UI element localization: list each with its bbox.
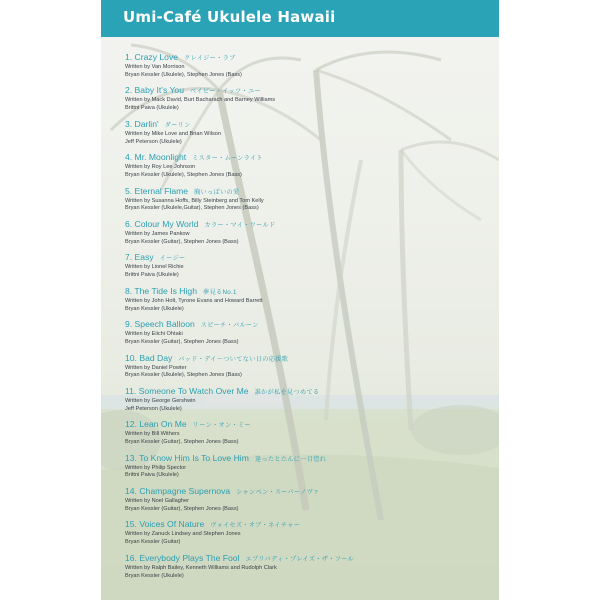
track-writer-credit: Written by Bill Withers: [125, 431, 180, 438]
track-writer-credit: Written by Roy Lee Johnson: [125, 164, 196, 171]
track-performer-credit: Bryan Kessler (Ukulele,Guitar), Stephen Jones (Bass): [125, 205, 259, 212]
track-title: [125, 419, 495, 431]
track-title: [125, 219, 495, 231]
track-item: [125, 519, 495, 552]
track-writer-credit: Written by John Holt, Tyrone Evans and Howard Barrett: [125, 297, 263, 304]
track-japanese-title: 夢見るNo.1: [202, 288, 237, 296]
track-japanese-title: ダーリン: [164, 121, 191, 129]
track-performer-credit: Bryan Kessler (Guitar), Stephen Jones (Bass): [125, 505, 239, 512]
track-title: [125, 519, 495, 531]
track-title: [125, 486, 495, 498]
track-list: [125, 52, 495, 586]
track-item: [125, 152, 495, 185]
track-writer-credit: Written by Susanna Hoffs, Billy Steinberg and Tom Kelly: [125, 197, 264, 204]
track-item: [125, 353, 495, 386]
track-performer-credit: Bryan Kessler (Guitar), Stephen Jones (Bass): [125, 439, 239, 446]
track-writer-credit: Written by Mike Love and Brian Wilson: [125, 130, 221, 137]
track-title-text: 2. Baby It's You: [125, 85, 184, 96]
track-performer-credit: Jeff Peterson (Ukulele): [125, 405, 182, 412]
track-japanese-title: リーン・オン・ミー: [192, 422, 251, 430]
track-japanese-title: エブリバディ・プレイズ・ザ・フール: [245, 555, 354, 563]
track-title: [125, 319, 495, 331]
track-title-text: 10. Bad Day: [125, 352, 173, 363]
track-performer-credit: Bryan Kessler (Ukulele), Stephen Jones (Bass): [125, 372, 242, 379]
track-title: [125, 453, 495, 465]
track-performer-credit: Bryan Kessler (Ukulele), Stephen Jones (Bass): [125, 171, 242, 178]
title-banner: [101, 0, 499, 37]
track-title: [125, 386, 495, 398]
track-title-text: 8. The Tide Is High: [125, 285, 197, 296]
track-writer-credit: Written by Eiichi Ohtaki: [125, 331, 183, 338]
track-japanese-title: シャンペン・スーパーノヴァ: [236, 489, 320, 497]
track-japanese-title: スピーチ・バルーン: [200, 322, 259, 330]
track-performer-credit: Bryan Kessler (Guitar), Stephen Jones (Bass): [125, 238, 239, 245]
track-performer-credit: Brittni Paiva (Ukulele): [125, 272, 179, 279]
track-performer-credit: Jeff Peterson (Ukulele): [125, 138, 182, 145]
track-item: [125, 553, 495, 586]
album-title: Umi-Café Ukulele Hawaii: [123, 8, 336, 26]
track-performer-credit: Bryan Kessler (Ukulele): [125, 305, 184, 312]
track-title-text: 7. Easy: [125, 252, 154, 263]
track-item: [125, 386, 495, 419]
track-title-text: 9. Speech Balloon: [125, 319, 195, 330]
track-writer-credit: Written by Lionel Richie: [125, 264, 184, 271]
track-item: [125, 186, 495, 219]
track-item: [125, 453, 495, 486]
track-writer-credit: Written by Van Morrison: [125, 64, 185, 70]
track-performer-credit: Bryan Kessler (Ukulele): [125, 572, 184, 579]
track-writer-credit: Written by Mack David, Burt Bacharach and Barney Williams: [125, 97, 276, 104]
track-japanese-title: ベイビー・イッツ・ユー: [189, 88, 261, 96]
track-writer-credit: Written by Daniel Powter: [125, 364, 187, 371]
track-writer-credit: Written by George Gershwin: [125, 397, 196, 404]
track-item: [125, 252, 495, 285]
track-title-text: 14. Champagne Supernova: [125, 486, 231, 497]
track-japanese-title: ミスター・ムーンライト: [192, 155, 263, 163]
track-japanese-title: カラー・マイ・ワールド: [204, 221, 276, 229]
track-japanese-title: バッド・デイ〜ついてない日の応援歌: [178, 355, 289, 363]
track-title: [125, 186, 495, 198]
track-title: [125, 152, 495, 164]
track-writer-credit: Written by James Pankow: [125, 230, 190, 237]
track-writer-credit: Written by Ralph Bailey, Kenneth Williams and Rudolph Clark: [125, 564, 277, 571]
track-title: [125, 119, 495, 131]
track-title: [125, 553, 495, 565]
track-title-text: 12. Lean On Me: [125, 419, 187, 430]
track-title-text: 5. Eternal Flame: [125, 185, 189, 196]
track-japanese-title: イージー: [159, 255, 186, 263]
track-title: [125, 353, 495, 365]
track-item: [125, 419, 495, 452]
track-performer-credit: Brittni Paiva (Ukulele): [125, 472, 179, 479]
track-title-text: 16. Everybody Plays The Fool: [125, 552, 240, 563]
track-writer-credit: Written by Philip Spector: [125, 464, 187, 471]
track-title: [125, 52, 495, 64]
track-item: [125, 52, 495, 85]
track-japanese-title: 逢ったとたんに一目惚れ: [254, 455, 327, 463]
track-item: [125, 286, 495, 319]
liner-notes-page: [101, 0, 499, 600]
track-performer-credit: Bryan Kessler (Ukulele), Stephen Jones (Bass): [125, 71, 242, 78]
track-japanese-title: 胸いっぱいの愛: [194, 188, 240, 196]
track-performer-credit: Bryan Kessler (Guitar), Stephen Jones (Bass): [125, 338, 239, 345]
track-japanese-title: ヴォイセズ・オブ・ネイチャー: [210, 522, 301, 530]
track-title-text: 3. Darlin': [125, 118, 159, 129]
track-title-text: 15. Voices Of Nature: [125, 519, 205, 530]
track-title-text: 11. Someone To Watch Over Me: [125, 385, 249, 396]
track-writer-credit: Written by Noel Gallagher: [125, 498, 189, 505]
track-japanese-title: 誰かが私を見つめてる: [254, 388, 320, 396]
track-item: [125, 319, 495, 352]
track-item: [125, 119, 495, 152]
track-item: [125, 219, 495, 252]
track-title-text: 1. Crazy Love: [125, 52, 179, 62]
track-title-text: 13. To Know Him Is To Love Him: [125, 452, 249, 463]
track-title-text: 4. Mr. Moonlight: [125, 152, 187, 163]
track-title: [125, 286, 495, 298]
track-item: [125, 486, 495, 519]
track-title: [125, 252, 495, 264]
track-writer-credit: Written by Zanuck Lindsey and Stephen Jones: [125, 531, 241, 538]
track-title: [125, 85, 495, 97]
track-japanese-title: クレイジー・ラブ: [184, 55, 236, 62]
track-item: [125, 85, 495, 118]
track-title-text: 6. Colour My World: [125, 218, 199, 229]
track-performer-credit: Bryan Kessler (Guitar): [125, 539, 181, 546]
track-performer-credit: Brittni Paiva (Ukulele): [125, 105, 179, 112]
